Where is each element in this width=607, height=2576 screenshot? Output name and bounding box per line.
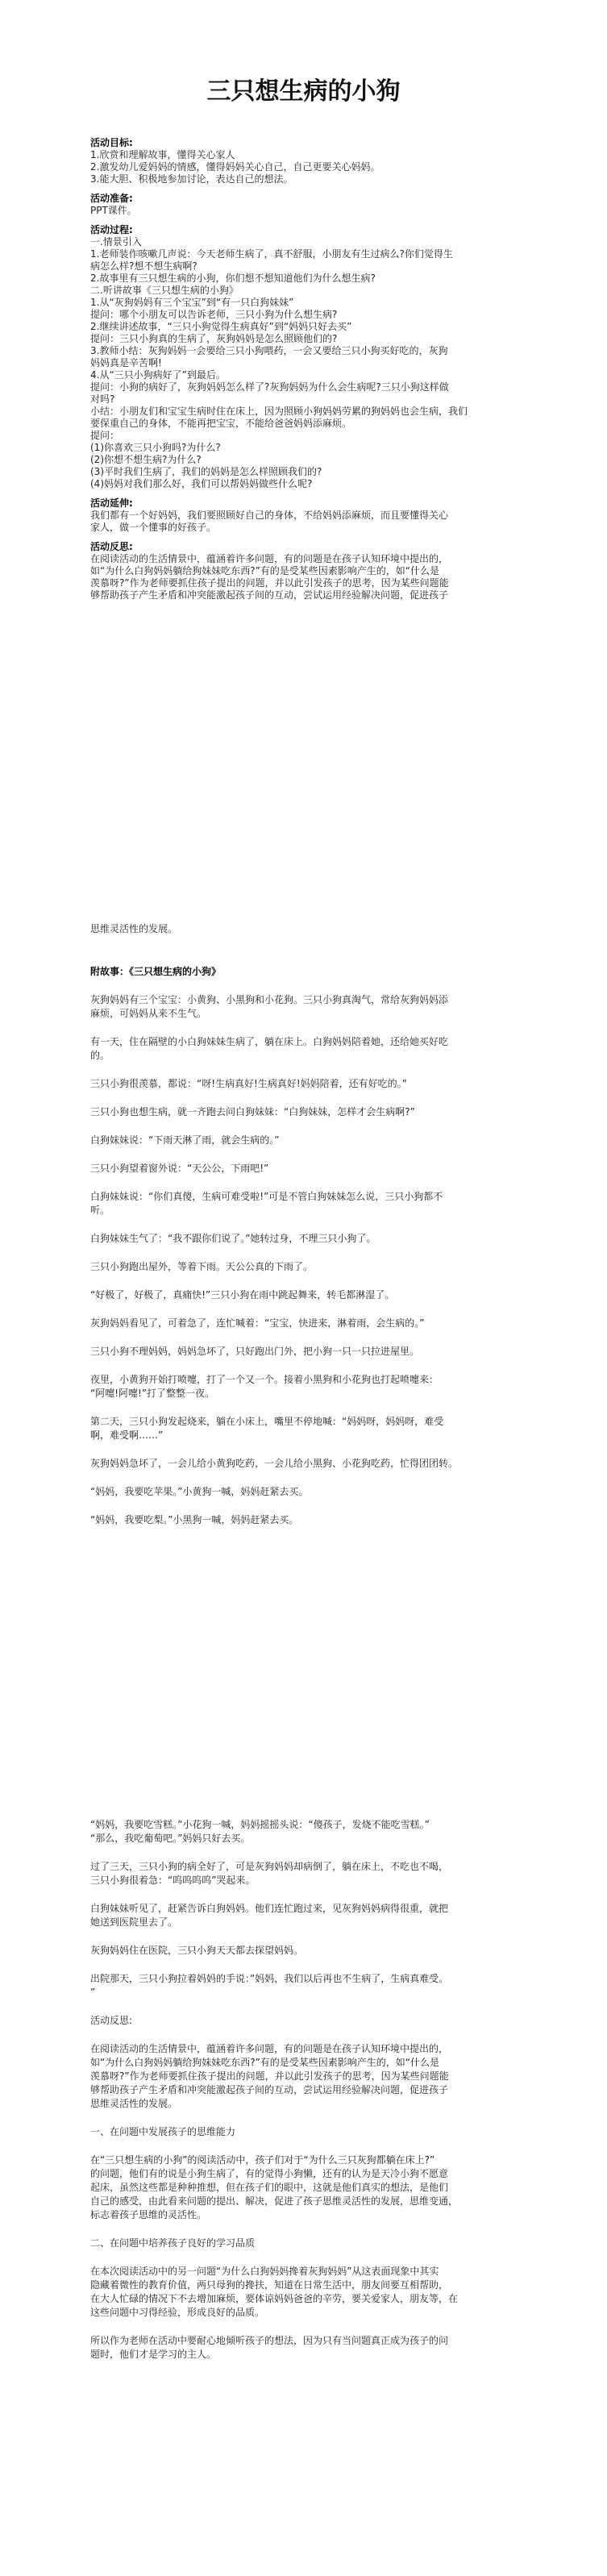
- extension-line: 家人，做一个懂事的好孩子。: [90, 522, 217, 533]
- story-paragraph: 三只小狗跑出屋外，等着下雨。天公公真的下雨了。: [90, 1261, 314, 1272]
- closing-paragraph: 所以作为老师在活动中要耐心地倾听孩子的想法，因为只有当问题真正成为孩子的问 题时，他们才是学习的主人。: [90, 2335, 449, 2360]
- story-paragraph: 灰狗妈妈住在医院，三只小狗天天都去探望妈妈。: [90, 1945, 304, 1956]
- process-line: 对吗?: [90, 393, 115, 405]
- process-line: 二.听讲故事《三只想生病的小狗》: [90, 285, 239, 296]
- story-paragraph: 白狗妹妹生气了：“我不跟你们说了。”她转过身，不理三只小狗了。: [90, 1233, 376, 1244]
- reflection-line: 羡慕呀?”作为老师要抓住孩子提出的问题，并以此引发孩子的思考，因为某些问题能: [90, 577, 449, 589]
- goal-line: 3.能大胆、积极地参加讨论，表达自己的想法。: [90, 173, 293, 185]
- process-line: (3)平时我们生病了，我们的妈妈是怎么样照顾我们的?: [90, 466, 322, 477]
- story-paragraph: 灰狗妈妈看见了，可着急了，连忙喊着：“宝宝，快进来，淋着雨，会生病的。”: [90, 1317, 425, 1329]
- story-paragraph: 三只小狗很羡慕，都说：“呀!生病真好!生病真好!妈妈陪着，还有好吃的。”: [90, 1078, 407, 1089]
- story-heading: 附故事：《三只想生病的小狗》: [90, 966, 222, 977]
- reflection-line: 够帮助孩子产生矛盾和冲突能激起孩子间的互动，尝试运用经验解决问题，促进孩子: [90, 589, 449, 601]
- story-paragraph: 第二天，三只小狗发起烧来，躺在小床上，嘴里不停地喊：“妈妈呀，妈妈呀，难受 啊，难受啊……”: [90, 1416, 444, 1441]
- prep-text: PPT课件。: [90, 205, 137, 216]
- extension-line: 我们都有一个好妈妈，我们要照顾好自己的身体，不给妈妈添麻烦，而且要懂得关心: [90, 510, 449, 521]
- section1-heading: 一、在问题中发展孩子的思维能力: [90, 2126, 236, 2137]
- story-paragraph: “妈妈，我要吃雪糕。”小花狗一喊，妈妈摇摇头说：“傻孩子，发烧不能吃雪糕。” “那么，我吃葡萄吧。”妈妈只好去买。: [90, 1819, 430, 1844]
- process-line: 小结：小朋友们和宝宝生病时住在床上，因为照顾小狗妈妈劳累的狗妈妈也会生病，我们: [90, 406, 468, 417]
- process-line: 要保重自己的身体，不能再把宝宝，不能给爸爸妈妈添麻烦。: [90, 418, 352, 429]
- goal-line: 1.欣赏和理解故事，懂得关心家人: [90, 149, 235, 160]
- process-line: (1)你喜欢三只小狗吗?为什么?: [90, 442, 221, 453]
- extension-heading: 活动延伸:: [90, 497, 133, 509]
- story-paragraph: 出院那天，三只小狗拉着妈妈的手说：”妈妈，我们以后再也不生病了，生病真难受。 ”: [90, 1973, 449, 1998]
- story-paragraph: 白狗妹妹说：“你们真傻，生病可难受啦!”可是不管白狗妹妹怎么说，三只小狗都不 听。: [90, 1191, 443, 1216]
- story-paragraph: “妈妈，我要吃梨。”小黑狗一喊，妈妈赶紧去买。: [90, 1514, 299, 1525]
- story-paragraph: “妈妈，我要吃苹果。”小黄狗一喊，妈妈赶紧去买。: [90, 1486, 309, 1497]
- process-line: (4)妈妈对我们那么好，我们可以帮妈妈做些什么呢?: [90, 478, 313, 489]
- process-line: 1.老师装作咳嗽几声说：今天老师生病了，真不舒服，小朋友有生过病么?你们觉得生: [90, 248, 453, 260]
- process-line: 提问：: [90, 430, 120, 441]
- story-section: [90, 965, 521, 1542]
- process-line: 1.从“灰狗妈妈有三个宝宝”到“有一只白狗妹妹”: [90, 297, 294, 308]
- reflection2-paragraph: 在阅读活动的生活情景中，蕴涵着许多问题，有的问题是在孩子认知环境中提出的， 如“为什么白狗妈妈躺给狗妹妹吃东西?”有的是受某些因素影响产生的，如“什么是 羡慕呀?”作为老师要抓住孩子提出的问题，并以此引发孩子的思考，因为某些问题能 够帮助孩子产生矛盾和冲突能激起孩子间的互动，尝试运用经验解决问题，促进孩子 思维灵活性的发展。: [90, 2043, 449, 2109]
- process-line: 4.从“三只小狗病好了”到最后。: [90, 369, 226, 381]
- section2-paragraph: 在本次阅读活动中的另一问题“为什么白狗妈妈搀着灰狗妈妈”从这表面现象中其实 隐藏着微性的教育价值，两只母狗的搀扶，知道在日常生活中，朋友间要互相帮助， 在大人忙碌的情况下不去增加麻烦，要体谅妈妈爸爸的辛劳，要关爱家人，朋友等，在 这些问题中习得经验，形成良好的品质。: [90, 2266, 459, 2318]
- story-paragraph: 有一天，住在隔壁的小白狗妹妹生病了，躺在床上。白狗妈妈陪着她，还给她买好吃 的。: [90, 1036, 449, 1061]
- process-line: 2.故事里有三只想生病的小狗，你们想不想知道他们为什么想生病?: [90, 273, 376, 284]
- process-line: 2.继续讲述故事，“三只小狗觉得生病真好”到“妈妈只好去买”: [90, 321, 352, 332]
- story-paragraph: 白狗妹妹说：“下雨天淋了雨，就会生病的。”: [90, 1134, 280, 1146]
- process-line: 提问：哪个小朋友可以告诉老师，三只小狗为什么想生病?: [90, 309, 338, 320]
- reflection-tail-line: 思维灵活性的发展。: [90, 923, 178, 934]
- story-paragraph: 过了三天，三只小狗的病全好了，可是灰狗妈妈却病倒了，躺在床上，不吃也不喝， 三只小狗很着急：“呜呜呜呜”哭起来。: [90, 1861, 449, 1886]
- story-paragraph: 三只小狗望着窗外说：“天公公，下雨吧!”: [90, 1163, 269, 1174]
- goal-line: 2.激发幼儿爱妈妈的情感，懂得妈妈关心自己，自己更要关心妈妈。: [90, 161, 380, 173]
- reflection-line: 在阅读活动的生活情景中，蕴涵着许多问题，有的问题是在孩子认知环境中提出的，: [90, 553, 449, 564]
- process-line: 一.情景引入: [90, 236, 142, 248]
- process-heading: 活动过程:: [90, 224, 133, 235]
- process-line: 3.教师小结：灰狗妈妈一会要给三只小狗喂药，一会又要给三只小狗买好吃的，灰狗: [90, 345, 448, 356]
- story-paragraph: 灰狗妈妈急坏了，一会儿给小黄狗吃药，一会儿给小黑狗、小花狗吃药，忙得团团转。: [90, 1458, 459, 1469]
- reflection-heading: 活动反思:: [90, 541, 133, 552]
- story-paragraph: 白狗妹妹听见了，赶紧告诉白狗妈妈。他们连忙跑过来，见灰狗妈妈病得很重，就把 她送到医院里去了。: [90, 1903, 449, 1928]
- story-paragraph: 三只小狗也想生病，就一齐跑去问白狗妹妹：“白狗妹妹，怎样才会生病啊?”: [90, 1106, 415, 1117]
- process-line: (2)你想不想生病?为什么?: [90, 454, 202, 465]
- process-line: 提问：三只小狗真的生病了，灰狗妈妈是怎么照顾他们的?: [90, 333, 338, 344]
- process-line: 病怎么样?想不想生病啊?: [90, 260, 197, 272]
- process-line: 提问：小狗的病好了，灰狗妈妈怎么样了?灰狗妈妈为什么会生病呢?三只小狗这样做: [90, 381, 449, 393]
- section2-heading: 二、在问题中培养孩子良好的学习品质: [90, 2237, 256, 2249]
- story-paragraph: “好极了，好极了，真痛快!”三只小狗在雨中跳起舞来，转毛都淋湿了。: [90, 1289, 395, 1300]
- process-line: 妈妈真是辛苦啊!: [90, 357, 162, 368]
- reflection-tail: [90, 923, 521, 935]
- story-paragraph: 三只小狗不理妈妈，妈妈急坏了，只好跑出门外，把小狗一只一只拉进屋里。: [90, 1346, 420, 1357]
- goals-heading: 活动目标:: [90, 137, 133, 148]
- reflection-line: 如“为什么白狗妈妈躺给狗妹妹吃东西?”有的是受某些因素影响产生的，如“什么是: [90, 565, 440, 576]
- lesson-plan-section: [90, 137, 521, 601]
- prep-heading: 活动准备:: [90, 193, 133, 204]
- document-title: 三只想生病的小狗: [206, 77, 401, 106]
- reflection2-heading: 活动反思:: [90, 2015, 133, 2026]
- section1-paragraph: 在“三只想生病的小狗”的阅读活动中，孩子们对于“为什么三只灰狗都躺在床上?” 的问题，他们有的说是小狗生病了，有的觉得小狗懒，还有的认为是天冷小狗不愿意 起床，虽然这些都是种种推想，但在孩子们的眼中，这就是他们真实的想法，是他们 自己的感受，由此看来问题的提出、解决，促进了孩子思维灵活性的发展，思维变通， 标志着孩子思维的灵活性。: [90, 2154, 459, 2220]
- story-paragraph: 夜里，小黄狗开始打喷嚏，打了一个又一个。接着小黑狗和小花狗也打起喷嚏来： “阿嚏!阿嚏!”打了整整一夜。: [90, 1374, 439, 1399]
- story-continued: [90, 1818, 521, 2376]
- story-paragraph: 灰狗妈妈有三个宝宝：小黄狗、小黑狗和小花狗。三只小狗真淘气，常给灰狗妈妈添 麻烦，可妈妈从来不生气。: [90, 994, 449, 1019]
